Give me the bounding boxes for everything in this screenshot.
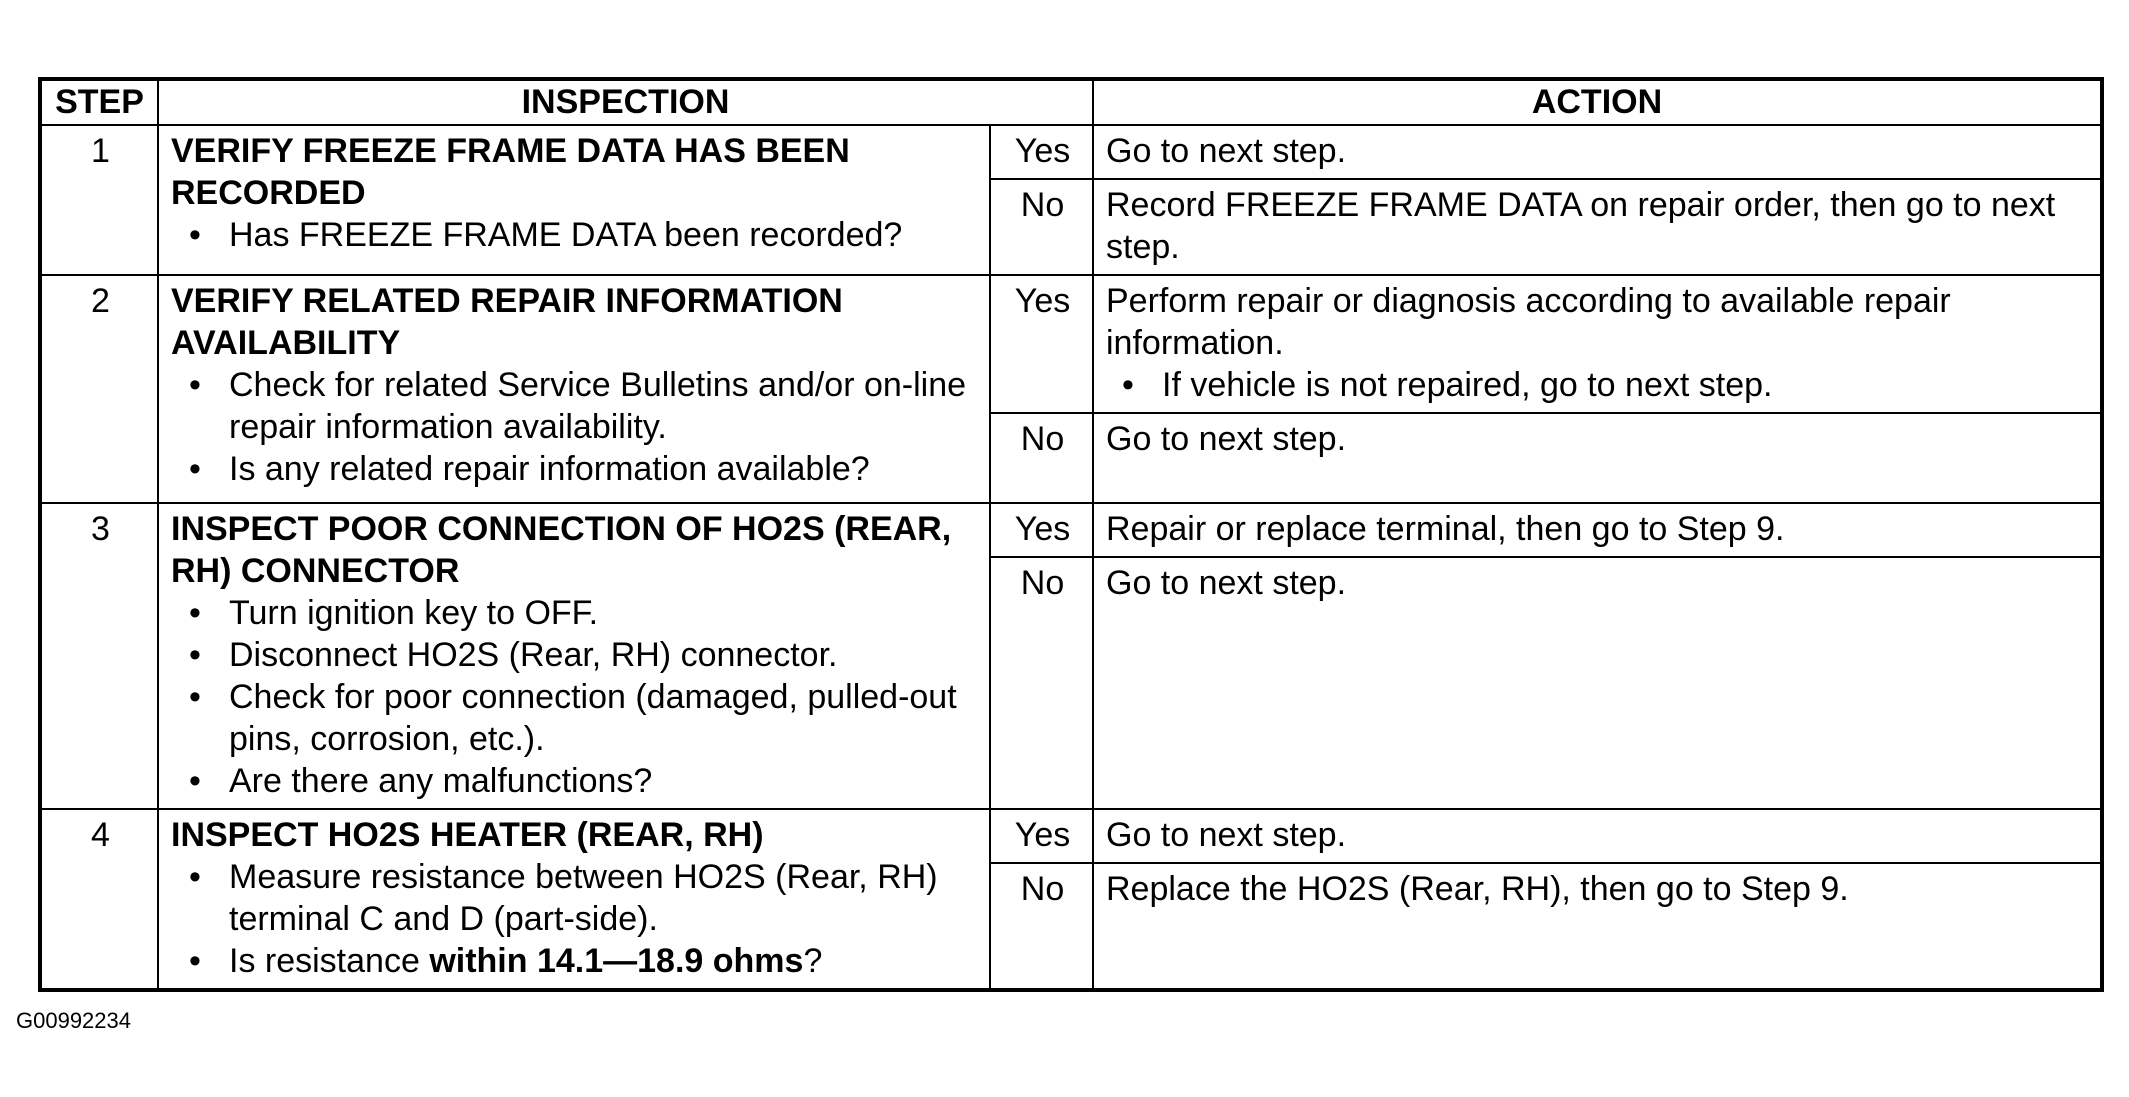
no-label: No (990, 413, 1093, 503)
inspection-bullet: • Disconnect HO2S (Rear, RH) connector. (229, 634, 979, 676)
inspection-bullet: • Check for poor connection (damaged, pulled-out pins, corrosion, etc.). (229, 676, 979, 760)
inspection-cell (158, 125, 990, 275)
bullet-text: Is resistance (229, 942, 430, 980)
inspection-title: INSPECT POOR CONNECTION OF HO2S (REAR, RH) CONNECTOR (171, 510, 952, 590)
figure-id: G00992234 (16, 1008, 131, 1033)
step-number: 4 (40, 809, 158, 990)
yes-action: Perform repair or diagnosis according to available repair information. (1106, 282, 1951, 362)
header-step: STEP (40, 79, 158, 125)
inspection-title: VERIFY FREEZE FRAME DATA HAS BEEN RECORDED (171, 132, 850, 212)
no-action: Go to next step. (1093, 413, 2102, 503)
no-label: No (990, 557, 1093, 809)
yes-action-bullets (1106, 364, 2090, 406)
inspection-bullet-resistance (229, 940, 979, 982)
bullet-bold-spec: within 14.1—18.9 ohms (429, 942, 804, 980)
no-label: No (990, 179, 1093, 275)
inspection-title: VERIFY RELATED REPAIR INFORMATION AVAILABILITY (171, 282, 843, 362)
inspection-bullet: • Has FREEZE FRAME DATA been recorded? (229, 214, 979, 256)
inspection-title: INSPECT HO2S HEATER (REAR, RH) (171, 816, 764, 854)
no-action: Go to next step. (1093, 557, 2102, 809)
inspection-cell (158, 503, 990, 809)
step-number: 2 (40, 275, 158, 503)
yes-action: Go to next step. (1093, 809, 2102, 863)
step-1-yes-row (40, 125, 2102, 179)
step-2-yes-row (40, 275, 2102, 413)
yes-label: Yes (990, 809, 1093, 863)
no-label: No (990, 863, 1093, 990)
header-row (40, 79, 2102, 125)
inspection-bullets (171, 592, 979, 802)
no-action: Record FREEZE FRAME DATA on repair order, then go to next step. (1093, 179, 2102, 275)
inspection-bullets (171, 856, 979, 982)
inspection-bullet: • Are there any malfunctions? (229, 760, 979, 802)
no-action: Replace the HO2S (Rear, RH), then go to Step 9. (1093, 863, 2102, 990)
bullet-text: ? (803, 942, 823, 980)
inspection-bullet: • Is any related repair information available? (229, 448, 979, 490)
header-inspection: INSPECTION (158, 79, 1093, 125)
yes-label: Yes (990, 125, 1093, 179)
diagnostic-table (38, 77, 2104, 992)
step-number: 1 (40, 125, 158, 275)
inspection-bullet: • Check for related Service Bulletins and/or on-line repair information availability. (229, 364, 979, 448)
yes-action-bullet: • If vehicle is not repaired, go to next step. (1162, 364, 2090, 406)
yes-action: Go to next step. (1093, 125, 2102, 179)
inspection-cell (158, 809, 990, 990)
step-number: 3 (40, 503, 158, 809)
inspection-bullets (171, 214, 979, 256)
header-action: ACTION (1093, 79, 2102, 125)
inspection-bullets (171, 364, 979, 490)
step-3-yes-row (40, 503, 2102, 557)
yes-action: Repair or replace terminal, then go to Step 9. (1093, 503, 2102, 557)
yes-label: Yes (990, 275, 1093, 413)
yes-label: Yes (990, 503, 1093, 557)
inspection-cell (158, 275, 990, 503)
inspection-bullet: • Turn ignition key to OFF. (229, 592, 979, 634)
yes-action-cell (1093, 275, 2102, 413)
inspection-bullet: • Measure resistance between HO2S (Rear, RH) terminal C and D (part-side). (229, 856, 979, 940)
step-4-yes-row (40, 809, 2102, 863)
